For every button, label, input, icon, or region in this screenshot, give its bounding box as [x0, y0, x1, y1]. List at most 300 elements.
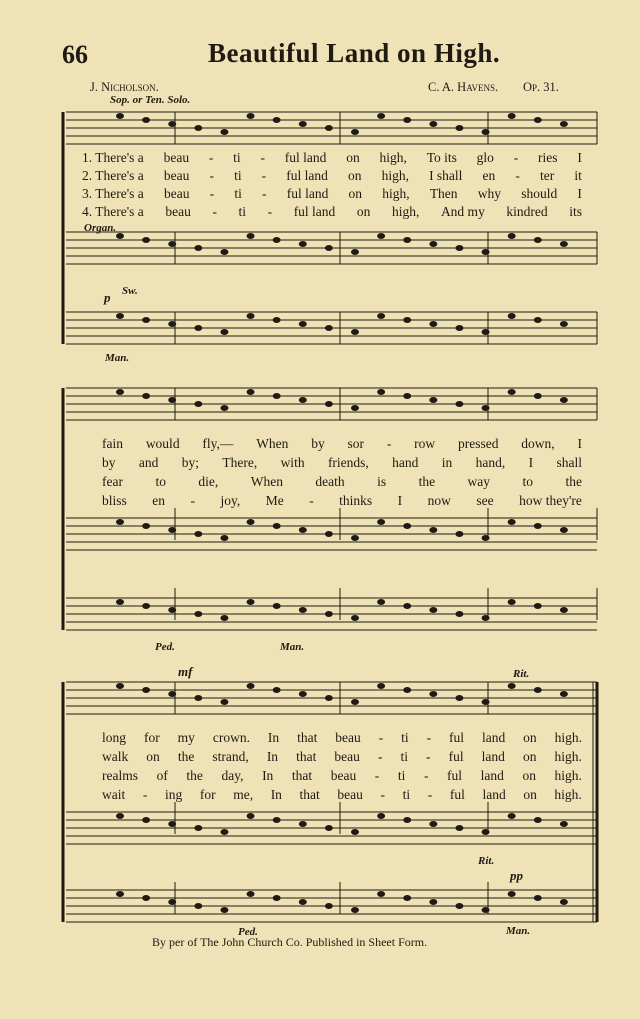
organ-bass-staff-3-note: [403, 895, 411, 901]
organ-bass-staff-3-note: [508, 891, 516, 897]
lyric-word: sor: [347, 436, 365, 451]
publisher-credit: By per of The John Church Co. Published in Sheet Form.: [152, 935, 428, 949]
lyric-word: friends,: [327, 455, 369, 470]
hymn-title: Beautiful Land on High.: [208, 38, 501, 68]
lyric-word: And my: [440, 204, 485, 219]
lyric-word: In: [267, 730, 280, 745]
lyric-word: bliss: [102, 493, 127, 508]
lyric-word: 1. There's a: [82, 150, 144, 165]
lyric-word: -: [262, 186, 267, 201]
ritardando-label: Rit.: [513, 668, 530, 680]
lyric-word: joy,: [220, 493, 241, 508]
lyric-word: shall: [556, 455, 582, 470]
lyric-line: [102, 730, 582, 746]
organ-treble-staff-2-note: [273, 523, 281, 529]
voice-staff-3-note: [325, 695, 333, 701]
lyric-word: land: [481, 749, 505, 764]
organ-treble-staff-3-note: [273, 817, 281, 823]
lyric-word: To its: [426, 150, 457, 165]
voice-staff-3-note: [455, 695, 463, 701]
organ-treble-staff-1-note: [194, 245, 202, 251]
lyric-word: its: [569, 204, 582, 219]
organ-bass-staff-2-note: [116, 599, 124, 605]
lyric-word: beau: [165, 204, 191, 219]
lyric-word: ti: [234, 186, 242, 201]
lyric-word: ful: [449, 730, 465, 745]
voice-staff-1-note: [142, 117, 150, 123]
lyric-word: strand,: [212, 749, 249, 764]
lyric-line: [82, 168, 582, 184]
organ-bass-staff-2-note: [534, 603, 542, 609]
lyric-word: -: [515, 168, 520, 183]
lyric-word: Then: [429, 186, 458, 201]
lyric-line: [82, 150, 582, 166]
organ-treble-staff-1-note: [220, 249, 228, 255]
organ-bass-staff-3-note: [299, 899, 307, 905]
organ-treble-staff-2-note: [534, 523, 542, 529]
organ-treble-staff-3-note: [534, 817, 542, 823]
voice-staff-1-note: [560, 121, 568, 127]
lyric-word: ful: [448, 749, 464, 764]
lyric-word: high,: [381, 168, 409, 183]
lyric-word: should: [521, 186, 558, 201]
lyric-word: of: [156, 768, 168, 783]
organ-bass-staff-1-note: [273, 317, 281, 323]
organ-treble-staff-1-note: [508, 233, 516, 239]
voice-staff-2-note: [273, 393, 281, 399]
organ-treble-staff-1-note: [142, 237, 150, 243]
voice-staff-3-note: [534, 687, 542, 693]
lyric-word: high.: [554, 730, 582, 745]
organ-bass-staff-2-note: [247, 599, 255, 605]
organ-treble-staff-3-note: [508, 813, 516, 819]
lyric-word: for: [199, 787, 216, 802]
lyric-word: high.: [554, 787, 582, 802]
organ-bass-staff-3-note: [351, 907, 359, 913]
organ-bass-staff-1-note: [194, 325, 202, 331]
lyric-word: that: [297, 730, 318, 745]
voice-staff-2-note: [403, 393, 411, 399]
lyric-word: In: [270, 787, 282, 802]
voice-staff-2-note: [534, 393, 542, 399]
lyric-word: 3. There's a: [82, 186, 144, 201]
lyric-word: on: [146, 749, 160, 764]
lyric-word: land: [480, 768, 504, 783]
lyric-line: [82, 186, 582, 202]
lyric-word: long: [102, 730, 127, 745]
organ-treble-staff-3-note: [220, 829, 228, 835]
lyric-word: the: [418, 474, 436, 489]
voice-staff-1-note: [377, 113, 385, 119]
lyric-word: ful land: [293, 204, 336, 219]
organ-treble-staff-3-note: [325, 825, 333, 831]
organ-treble-staff-2-note: [429, 527, 437, 533]
lyric-line: [102, 787, 582, 803]
organ-bass-staff-1-note: [299, 321, 307, 327]
lyric-word: -: [423, 768, 429, 783]
lyric-line: [102, 749, 582, 765]
lyric-word: in: [441, 455, 453, 470]
organ-bass-staff-3-note: [247, 891, 255, 897]
lyric-word: how they're: [519, 493, 582, 508]
lyric-word: glo: [476, 150, 494, 165]
lyric-word: beau: [330, 768, 357, 783]
organ-bass-staff-2-note: [273, 603, 281, 609]
lyric-word: -: [378, 730, 384, 745]
organ-treble-staff-2-note: [455, 531, 463, 537]
lyric-word: I: [577, 150, 582, 165]
lyric-word: en: [482, 168, 496, 183]
pedal-label-2: Ped.: [238, 926, 258, 938]
lyric-word: beau: [163, 150, 190, 165]
organ-bass-staff-3-note: [273, 895, 281, 901]
voice-staff-2-note: [560, 397, 568, 403]
organ-bass-staff-2-note: [142, 603, 150, 609]
organ-treble-staff-3-note: [247, 813, 255, 819]
voice-staff-2-note: [325, 401, 333, 407]
voice-staff-2-note: [194, 401, 202, 407]
lyric-word: -: [377, 749, 383, 764]
organ-treble-staff-3-note: [142, 817, 150, 823]
lyric-word: see: [476, 493, 494, 508]
lyric-word: high,: [382, 186, 410, 201]
lyric-word: ful land: [284, 150, 327, 165]
organ-bass-staff-2-note: [299, 607, 307, 613]
voice-staff-1-note: [455, 125, 463, 131]
lyric-word: by;: [181, 455, 199, 470]
voice-staff-3-note: [560, 691, 568, 697]
swell-label: Sw.: [122, 285, 138, 297]
pedal-label: Ped.: [155, 641, 175, 653]
organ-bass-staff-3-note: [534, 895, 542, 901]
lyric-word: on: [522, 768, 536, 783]
lyric-line: [102, 493, 582, 509]
organ-bass-staff-3-note: [142, 895, 150, 901]
lyric-word: -: [212, 204, 217, 219]
lyric-word: way: [467, 474, 491, 489]
lyric-word: -: [426, 730, 432, 745]
lyric-word: There,: [222, 455, 258, 470]
voice-staff-3-note: [142, 687, 150, 693]
lyric-line: [102, 474, 582, 490]
organ-treble-staff-3-note: [560, 821, 568, 827]
lyric-word: ing: [164, 787, 183, 802]
organ-bass-staff-1-note: [560, 321, 568, 327]
organ-treble-staff-3-note: [116, 813, 124, 819]
lyric-word: thinks: [339, 493, 373, 508]
lyric-word: -: [209, 186, 215, 201]
lyric-word: to: [155, 474, 166, 489]
organ-bass-staff-3-note: [325, 903, 333, 909]
lyric-line: [82, 204, 582, 220]
lyric-word: -: [309, 493, 314, 508]
organ-treble-staff-1-note: [273, 237, 281, 243]
voice-staff-3-note: [429, 691, 437, 697]
organ-bass-staff-2-note: [220, 615, 228, 621]
page-number: 66: [62, 40, 88, 69]
lyric-word: ti: [401, 730, 409, 745]
organ-bass-staff-1-note: [455, 325, 463, 331]
lyric-word: walk: [102, 749, 129, 764]
lyric-word: my: [177, 730, 195, 745]
lyric-word: that: [299, 787, 320, 802]
opus-number: Op. 31.: [523, 80, 559, 94]
lyric-word: beau: [334, 749, 360, 764]
lyric-word: beau: [337, 787, 363, 802]
lyric-word: that: [291, 768, 313, 783]
lyric-word: by: [311, 436, 325, 451]
organ-treble-staff-2-note: [377, 519, 385, 525]
ritardando-label-2: Rit.: [478, 855, 495, 867]
lyric-word: -: [513, 150, 519, 165]
voice-staff-2-note: [116, 389, 124, 395]
lyric-word: ti: [238, 204, 247, 219]
organ-bass-staff-1-note: [534, 317, 542, 323]
lyric-word: I: [577, 436, 582, 451]
voice-staff-1-note: [534, 117, 542, 123]
organ-bass-staff-2-note: [403, 603, 411, 609]
lyric-word: ti: [234, 168, 242, 183]
lyric-word: -: [267, 204, 273, 219]
lyric-word: that: [296, 749, 317, 764]
voice-staff-3-note: [194, 695, 202, 701]
organ-treble-staff-1-note: [116, 233, 124, 239]
lyric-word: pressed: [457, 436, 499, 451]
organ-treble-staff-2-note: [247, 519, 255, 525]
lyric-word: high,: [379, 150, 407, 165]
organ-treble-staff-1-note: [455, 245, 463, 251]
lyric-word: to: [522, 474, 534, 489]
lyric-word: the: [565, 474, 582, 489]
lyric-word: fain: [102, 436, 123, 451]
lyricist-credit: J. Nicholson.: [90, 80, 159, 94]
voice-staff-2-note: [455, 401, 463, 407]
lyric-word: would: [145, 436, 180, 451]
organ-bass-staff-3-note: [377, 891, 385, 897]
lyric-word: -: [426, 749, 431, 764]
organ-bass-staff-1-note: [508, 313, 516, 319]
organ-bass-staff-2-note: [508, 599, 516, 605]
organ-treble-staff-1-note: [325, 245, 333, 251]
organ-treble-staff-2-note: [194, 531, 202, 537]
organ-bass-staff-2-note: [351, 615, 359, 621]
lyric-word: ries: [538, 150, 558, 165]
dynamic-p: p: [104, 290, 111, 305]
organ-treble-staff-2-note: [220, 535, 228, 541]
voice-staff-1-note: [429, 121, 437, 127]
voice-staff-3-note: [508, 683, 516, 689]
lyric-word: land: [482, 787, 506, 802]
lyric-line: [102, 436, 582, 452]
voice-staff-1-note: [247, 113, 255, 119]
lyric-line: [102, 768, 582, 784]
voice-staff-3-note: [351, 699, 359, 705]
lyric-word: -: [260, 150, 265, 165]
organ-treble-staff-1-note: [247, 233, 255, 239]
organ-bass-staff-2-note: [560, 607, 568, 613]
lyric-word: hand,: [475, 455, 506, 470]
lyric-word: it: [574, 168, 582, 183]
organ-treble-staff-1-note: [377, 233, 385, 239]
organ-treble-staff-2-note: [116, 519, 124, 525]
manual-label-2: Man.: [280, 641, 305, 653]
lyric-word: -: [427, 787, 433, 802]
voice-staff-1-note: [220, 129, 228, 135]
organ-bass-staff-2-note: [429, 607, 437, 613]
lyric-word: crown.: [212, 730, 250, 745]
organ-treble-staff-3-note: [351, 829, 359, 835]
organ-bass-staff-2-note: [377, 599, 385, 605]
organ-bass-staff-1-note: [220, 329, 228, 335]
lyric-word: high.: [554, 768, 582, 783]
voice-staff-1-note: [116, 113, 124, 119]
lyric-word: When: [256, 436, 289, 451]
lyric-word: I: [577, 186, 582, 201]
lyric-word: the: [186, 768, 203, 783]
voice-staff-3-note: [273, 687, 281, 693]
lyric-word: 4. There's a: [82, 204, 144, 219]
voice-staff-3-note: [299, 691, 307, 697]
organ-treble-staff-2-note: [142, 523, 150, 529]
lyric-word: on: [347, 168, 362, 183]
composer-credit: C. A. Havens.: [428, 80, 499, 94]
organ-bass-staff-3-note: [429, 899, 437, 905]
voice-staff-2-note: [377, 389, 385, 395]
organ-bass-staff-2-note: [194, 611, 202, 617]
organ-treble-staff-3-note: [429, 821, 437, 827]
lyric-word: on: [523, 730, 537, 745]
organ-treble-staff-2-note: [325, 531, 333, 537]
lyric-word: -: [209, 168, 214, 183]
lyric-word: I shall: [429, 168, 463, 183]
organ-label: Organ.: [84, 222, 117, 234]
lyric-word: on: [348, 186, 363, 201]
voice-staff-3-note: [247, 683, 255, 689]
lyric-word: realms: [102, 768, 138, 783]
lyric-word: on: [523, 787, 537, 802]
voice-staff-3-note: [220, 699, 228, 705]
organ-bass-staff-3-note: [560, 899, 568, 905]
voice-staff-1-note: [299, 121, 307, 127]
lyric-word: -: [142, 787, 148, 802]
lyric-word: death: [315, 474, 345, 489]
organ-bass-staff-1-note: [142, 317, 150, 323]
voice-staff-2-note: [247, 389, 255, 395]
lyric-word: with: [280, 455, 305, 470]
organ-treble-staff-3-note: [377, 813, 385, 819]
lyric-word: ti: [397, 768, 406, 783]
lyric-word: row: [414, 436, 436, 451]
organ-bass-staff-3-note: [194, 903, 202, 909]
lyric-word: wait: [102, 787, 126, 802]
organ-treble-staff-3-note: [455, 825, 463, 831]
organ-treble-staff-1-note: [299, 241, 307, 247]
organ-treble-staff-1-note: [429, 241, 437, 247]
organ-treble-staff-3-note: [194, 825, 202, 831]
lyric-word: the: [177, 749, 195, 764]
voice-staff-2-note: [351, 405, 359, 411]
lyric-word: beau: [335, 730, 361, 745]
organ-bass-staff-1-note: [377, 313, 385, 319]
lyric-word: by: [102, 455, 116, 470]
lyric-word: ful land: [286, 186, 329, 201]
organ-treble-staff-2-note: [299, 527, 307, 533]
voice-staff-2-note: [508, 389, 516, 395]
organ-bass-staff-1-note: [429, 321, 437, 327]
lyric-word: I: [397, 493, 403, 508]
organ-bass-staff-2-note: [325, 611, 333, 617]
organ-treble-staff-1-note: [403, 237, 411, 243]
lyric-word: -: [208, 150, 214, 165]
lyric-word: is: [377, 474, 387, 489]
voice-staff-2-note: [142, 393, 150, 399]
organ-bass-staff-3-note: [220, 907, 228, 913]
lyric-word: ful: [447, 768, 463, 783]
lyric-word: 2. There's a: [82, 168, 144, 183]
manual-label-3: Man.: [506, 925, 531, 937]
lyric-word: ter: [539, 168, 555, 183]
organ-bass-staff-3-note: [116, 891, 124, 897]
manual-label: Man.: [105, 352, 130, 364]
lyric-word: and: [138, 455, 159, 470]
voice-staff-1-note: [194, 125, 202, 131]
lyric-word: kindred: [506, 204, 548, 219]
voice-staff-1-note: [351, 129, 359, 135]
voice-staff-1-note: [325, 125, 333, 131]
organ-bass-staff-1-note: [351, 329, 359, 335]
organ-bass-staff-1-note: [116, 313, 124, 319]
lyric-word: land: [481, 730, 506, 745]
voice-staff-1-note: [273, 117, 281, 123]
organ-treble-staff-3-note: [403, 817, 411, 823]
organ-bass-staff-2-note: [455, 611, 463, 617]
lyric-word: on: [356, 204, 371, 219]
organ-treble-staff-2-note: [508, 519, 516, 525]
lyric-word: on: [346, 150, 360, 165]
lyric-word: for: [143, 730, 160, 745]
lyric-word: In: [262, 768, 274, 783]
organ-treble-staff-1-note: [560, 241, 568, 247]
organ-treble-staff-2-note: [351, 535, 359, 541]
organ-treble-staff-1-note: [534, 237, 542, 243]
lyric-word: beau: [163, 168, 190, 183]
lyric-word: now: [427, 493, 451, 508]
organ-treble-staff-2-note: [403, 523, 411, 529]
lyric-word: ti: [233, 150, 241, 165]
lyric-line: [102, 455, 582, 471]
lyric-word: I: [528, 455, 534, 470]
voice-staff-1-note: [403, 117, 411, 123]
lyric-word: fear: [102, 474, 123, 489]
lyric-word: -: [386, 436, 392, 451]
lyric-word: ful: [449, 787, 465, 802]
lyric-word: en: [152, 493, 165, 508]
voice-label: Sop. or Ten. Solo.: [110, 94, 191, 106]
lyric-word: beau: [163, 186, 190, 201]
organ-bass-staff-3-note: [455, 903, 463, 909]
lyric-word: -: [380, 787, 385, 802]
organ-treble-staff-2-note: [560, 527, 568, 533]
lyric-word: day,: [221, 768, 244, 783]
dynamic-mf: mf: [178, 664, 193, 679]
voice-staff-3-note: [377, 683, 385, 689]
lyric-word: on: [522, 749, 537, 764]
organ-treble-staff-1-note: [351, 249, 359, 255]
organ-treble-staff-3-note: [299, 821, 307, 827]
lyric-word: down,: [521, 436, 555, 451]
organ-bass-staff-1-note: [403, 317, 411, 323]
lyric-word: In: [266, 749, 279, 764]
